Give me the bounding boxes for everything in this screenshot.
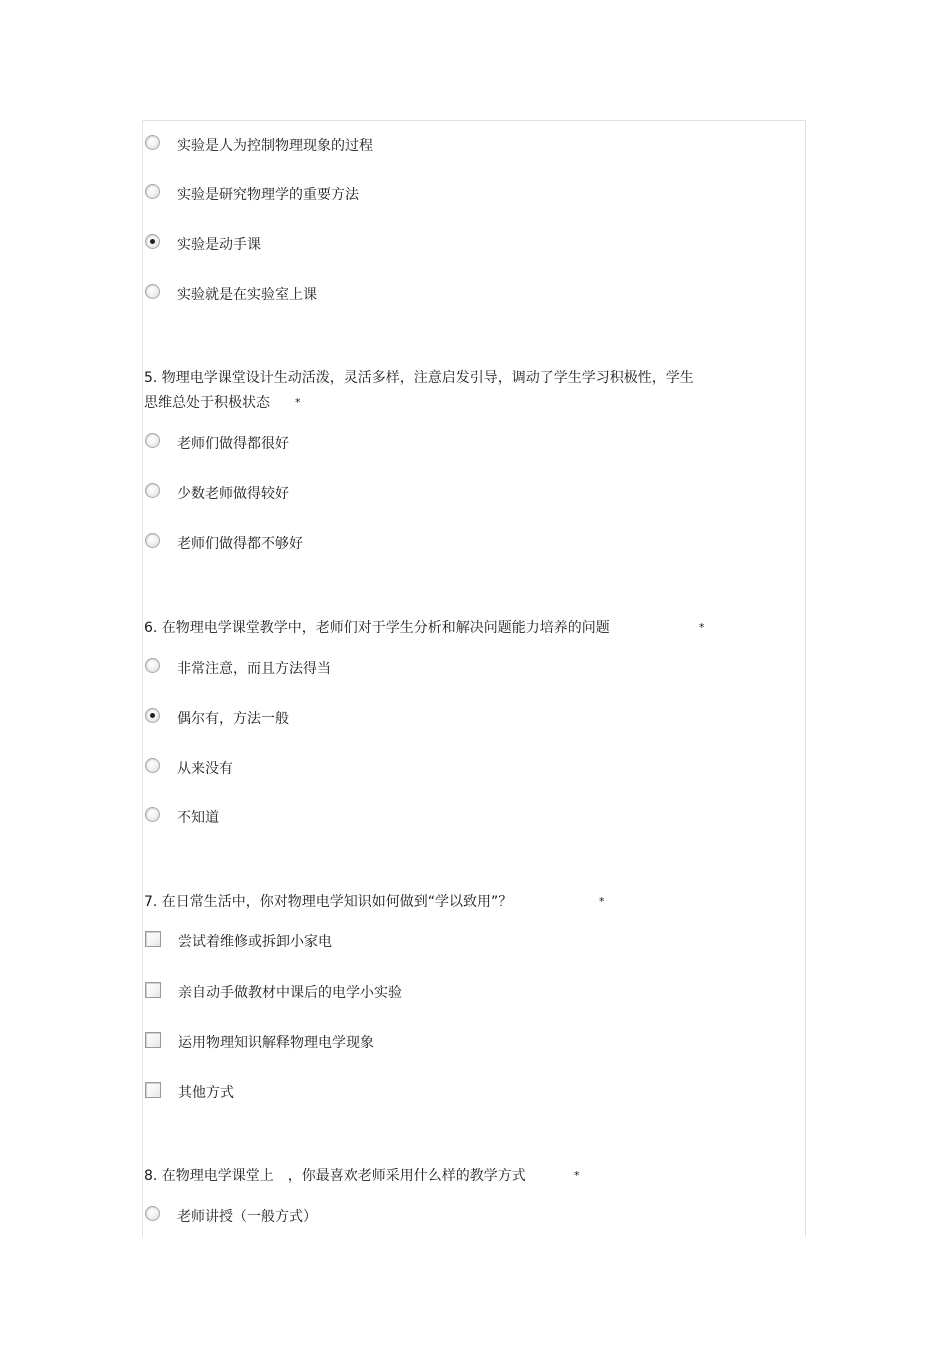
q5-title-line1: 5. 物理电学课堂设计生动活泼，灵活多样，注意启发引导，调动了学生学习积极性，学生 [144, 370, 694, 386]
q7-option-2[interactable] [145, 982, 402, 1004]
q6-option-3[interactable] [145, 758, 233, 780]
radio-button[interactable] [145, 184, 160, 199]
q7-option-3[interactable] [145, 1032, 374, 1054]
q6-option-4[interactable] [145, 807, 219, 829]
radio-button[interactable] [145, 533, 160, 548]
radio-button[interactable] [145, 807, 160, 822]
radio-button[interactable] [145, 135, 160, 150]
option-label: 从来没有 [177, 761, 233, 777]
q8-title: 8. 在物理电学课堂上 ，你最喜欢老师采用什么样的教学方式 [144, 1168, 526, 1184]
q4-option-2[interactable] [145, 184, 359, 206]
q6-option-2[interactable] [145, 708, 289, 730]
option-label: 实验就是在实验室上课 [177, 287, 317, 303]
option-label: 尝试着维修或拆卸小家电 [178, 934, 332, 950]
radio-button[interactable] [145, 1206, 160, 1221]
required-mark: * [699, 621, 705, 634]
radio-button-selected[interactable] [145, 708, 160, 723]
checkbox[interactable] [145, 931, 161, 947]
option-label: 老师讲授（一般方式） [177, 1209, 317, 1225]
option-label: 实验是人为控制物理现象的过程 [177, 138, 373, 154]
option-label: 少数老师做得较好 [177, 486, 289, 502]
q5-option-1[interactable] [145, 433, 289, 455]
option-label: 偶尔有，方法一般 [177, 711, 289, 727]
q7-option-1[interactable] [145, 931, 332, 953]
q4-option-1[interactable] [145, 135, 373, 157]
required-mark: * [295, 396, 301, 409]
checkbox[interactable] [145, 1032, 161, 1048]
q7-title: 7. 在日常生活中，你对物理电学知识如何做到“学以致用”？ [144, 894, 513, 910]
checkbox[interactable] [145, 982, 161, 998]
option-label: 老师们做得都不够好 [177, 536, 303, 552]
option-label: 运用物理知识解释物理电学现象 [178, 1035, 374, 1051]
q7-option-4[interactable] [145, 1082, 234, 1104]
option-label: 老师们做得都很好 [177, 436, 289, 452]
q4-option-3[interactable] [145, 234, 261, 256]
q4-option-4[interactable] [145, 284, 317, 306]
option-label: 亲自动手做教材中课后的电学小实验 [178, 985, 402, 1001]
radio-button[interactable] [145, 758, 160, 773]
option-label: 不知道 [177, 810, 219, 826]
option-label: 非常注意，而且方法得当 [177, 661, 331, 677]
radio-button[interactable] [145, 284, 160, 299]
q6-title: 6. 在物理电学课堂教学中，老师们对于学生分析和解决问题能力培养的问题 [144, 620, 610, 636]
radio-button-selected[interactable] [145, 234, 160, 249]
option-label: 实验是研究物理学的重要方法 [177, 187, 359, 203]
radio-button[interactable] [145, 483, 160, 498]
required-mark: * [574, 1169, 580, 1182]
q6-option-1[interactable] [145, 658, 331, 680]
q5-option-2[interactable] [145, 483, 289, 505]
q5-title-line2: 思维总处于积极状态 [144, 395, 270, 411]
radio-button[interactable] [145, 433, 160, 448]
radio-button[interactable] [145, 658, 160, 673]
checkbox[interactable] [145, 1082, 161, 1098]
q8-option-1[interactable] [145, 1206, 317, 1228]
q5-option-3[interactable] [145, 533, 303, 555]
required-mark: * [599, 895, 605, 908]
option-label: 实验是动手课 [177, 237, 261, 253]
option-label: 其他方式 [178, 1085, 234, 1101]
